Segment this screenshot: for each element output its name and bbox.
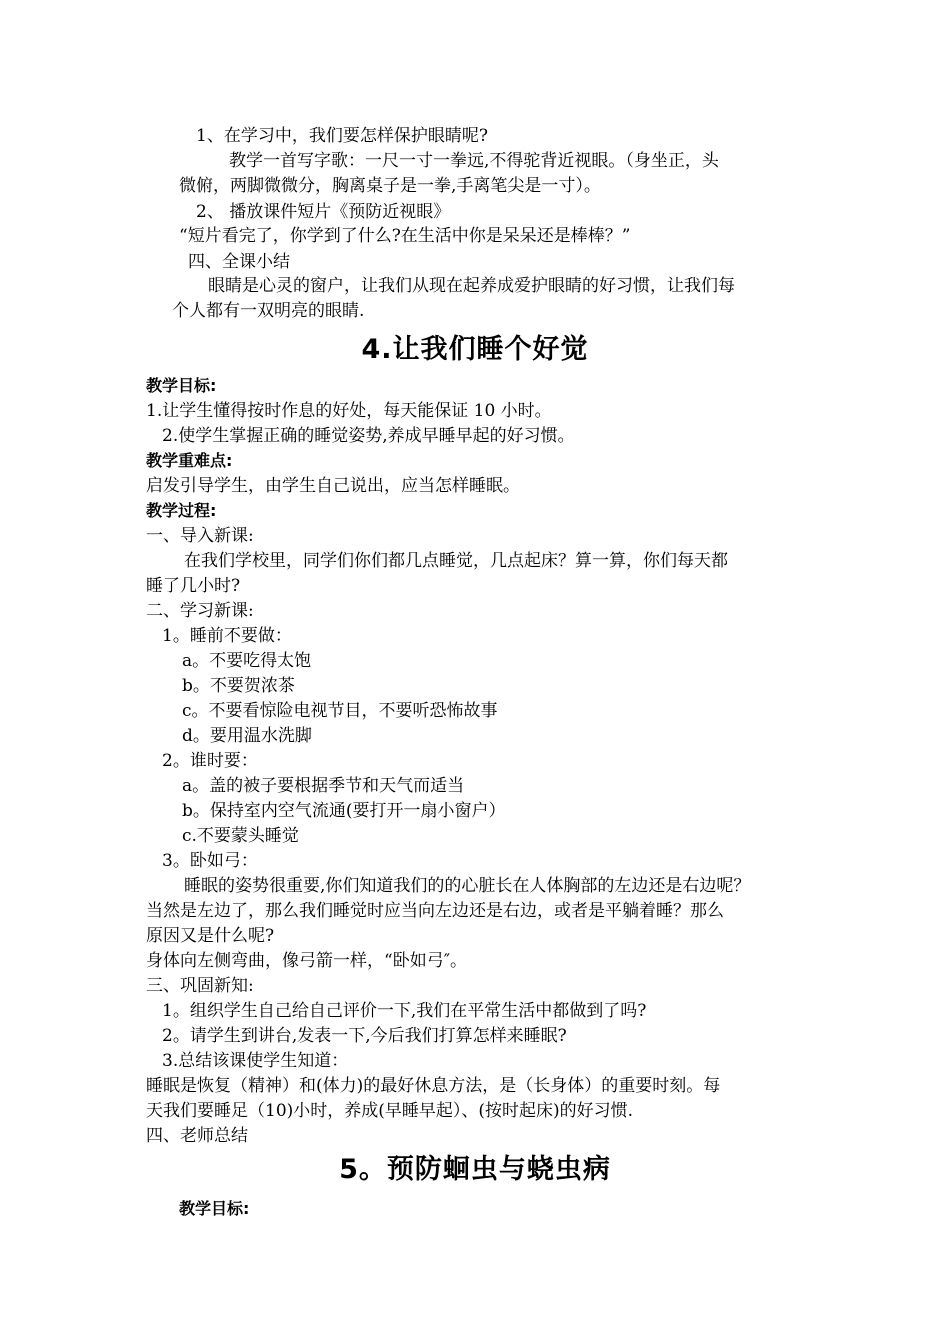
lesson-4-process-heading: 教学过程: (146, 501, 217, 520)
list-item: a。不要吃得太饱 (182, 651, 312, 671)
list-item: c。不要看惊险电视节目，不要听恐怖故事 (182, 701, 498, 721)
summary-line-1: 眼睛是心灵的窗户，让我们从现在起养成爱护眼睛的好习惯，让我们每 (208, 276, 735, 296)
teacher-quote: “短片看完了，你学到了什么?在生活中你是呆呆还是棒棒？” (179, 226, 631, 246)
section-2-point-2: 2。谁时要： (162, 751, 258, 771)
section-3-item-1: 1。组织学生自己给自己评价一下,我们在平常生活中都做到了吗? (162, 1001, 647, 1021)
lesson-4-goal-1: 1.让学生懂得按时作息的好处，每天能保证 10 小时。 (146, 401, 552, 421)
list-item: b。保持室内空气流通(要打开一扇小窗户） (182, 801, 506, 821)
section-1-line-2: 睡了几小时? (146, 576, 241, 596)
lesson-4-goals-heading: 教学目标: (146, 376, 217, 395)
question-protect-eyes: 1、在学习中，我们要怎样保护眼睛呢? (196, 126, 488, 146)
list-item: a。盖的被子要根据季节和天气而适当 (182, 776, 465, 796)
list-item: d。要用温水洗脚 (182, 726, 312, 746)
play-courseware-item: 2、 播放课件短片《预防近视眼》 (196, 202, 451, 222)
writing-song-line-2: 微俯，两脚微微分，胸离桌子是一拳,手离笔尖是一寸）。 (179, 176, 601, 196)
section-2-point-3: 3。卧如弓： (162, 851, 258, 871)
section-2-point-3-line-3: 原因又是什么呢? (146, 926, 275, 946)
section-3-item-2: 2。请学生到讲台,发表一下,今后我们打算怎样来睡眠? (162, 1026, 567, 1046)
section-3-item-3: 3.总结该课使学生知道： (162, 1051, 349, 1071)
section-2-heading: 二、学习新课: (146, 601, 254, 621)
summary-heading: 四、全课小结 (188, 252, 290, 272)
summary-line-2: 个人都有一双明亮的眼睛. (172, 301, 365, 321)
writing-song-line-1: 教学一首写字歌：一尺一寸一拳远,不得驼背近视眼。（身坐正，头 (229, 151, 719, 171)
section-1-line-1: 在我们学校里，同学们你们都几点睡觉，几点起床？算一算，你们每天都 (184, 551, 728, 571)
lesson-4-title: 4.让我们睡个好觉 (361, 334, 589, 365)
section-1-heading: 一、导入新课: (146, 526, 254, 546)
lesson-4-difficulty: 启发引导学生，由学生自己说出，应当怎样睡眠。 (146, 476, 520, 496)
lesson-5-goals-heading: 教学目标: (179, 1199, 250, 1218)
section-2-point-3-line-2: 当然是左边了，那么我们睡觉时应当向左边还是右边，或者是平躺着睡？那么 (146, 901, 724, 921)
lesson-4-goal-2: 2.使学生掌握正确的睡觉姿势,养成早睡早起的好习惯。 (162, 426, 575, 446)
lesson-5-title: 5。预防蛔虫与蛲虫病 (339, 1154, 611, 1185)
list-item: c.不要蒙头睡觉 (182, 826, 299, 846)
lesson-4-difficulty-heading: 教学重难点: (146, 451, 233, 470)
section-2-point-3-line-1: 睡眠的姿势很重要,你们知道我们的的心脏长在人体胸部的左边还是右边呢？ (184, 876, 751, 896)
section-4-heading: 四、老师总结 (146, 1126, 248, 1146)
section-3-heading: 三、巩固新知: (146, 976, 254, 996)
section-2-point-3-line-4: 身体向左侧弯曲，像弓箭一样，“卧如弓″。 (146, 951, 468, 971)
section-2-point-1: 1。睡前不要做： (162, 626, 292, 646)
section-3-line-2: 天我们要睡足（10)小时，养成(早睡早起）、(按时起床)的好习惯. (146, 1101, 634, 1121)
list-item: b。不要贺浓茶 (182, 676, 295, 696)
section-3-line-1: 睡眠是恢复（精神）和(体力)的最好休息方法，是（长身体）的重要时刻。每 (146, 1076, 721, 1096)
